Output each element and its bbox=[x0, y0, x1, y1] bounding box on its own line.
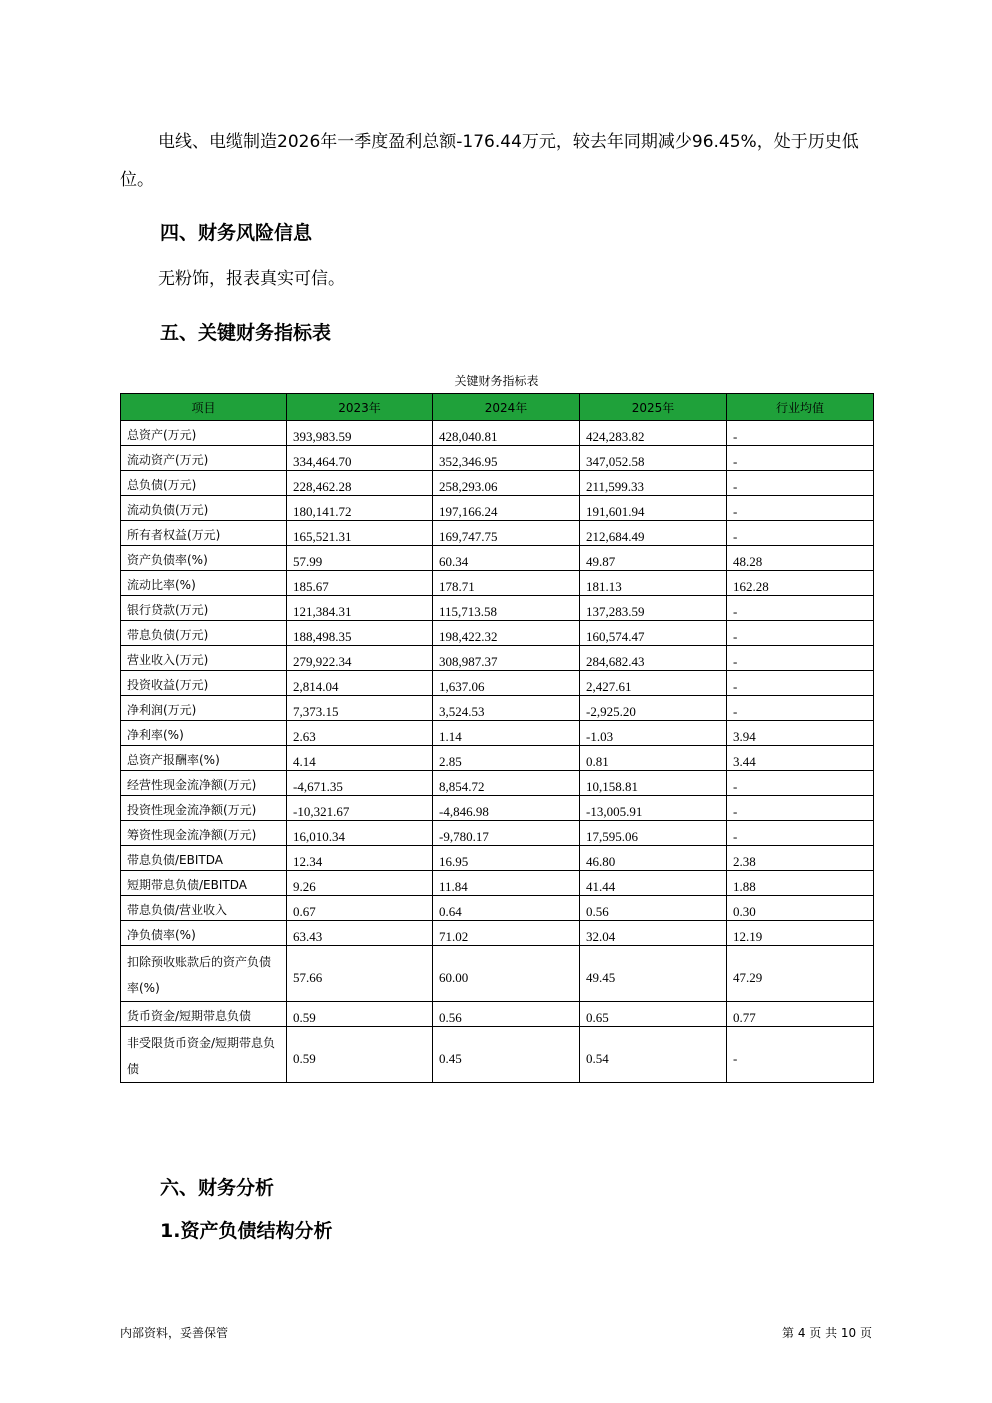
row-value: - bbox=[727, 621, 874, 646]
table-row bbox=[121, 796, 874, 821]
row-label: 总资产报酬率(%) bbox=[121, 746, 287, 771]
section-4-title: 四、财务风险信息 bbox=[160, 222, 313, 244]
row-value: 0.67 bbox=[287, 896, 433, 921]
row-value: 12.19 bbox=[727, 921, 874, 946]
table-row bbox=[121, 621, 874, 646]
row-value: 0.59 bbox=[287, 1002, 433, 1027]
header-2024: 2024年 bbox=[433, 394, 580, 421]
row-label: 净负债率(%) bbox=[121, 921, 287, 946]
row-value: 0.56 bbox=[580, 896, 727, 921]
row-value: 308,987.37 bbox=[433, 646, 580, 671]
financial-indicators-table bbox=[120, 393, 874, 1083]
row-value: 71.02 bbox=[433, 921, 580, 946]
header-industry-average: 行业均值 bbox=[727, 394, 874, 421]
table-row bbox=[121, 921, 874, 946]
row-value: 115,713.58 bbox=[433, 596, 580, 621]
row-value: - bbox=[727, 771, 874, 796]
row-value: -9,780.17 bbox=[433, 821, 580, 846]
row-label: 流动比率(%) bbox=[121, 571, 287, 596]
row-value: 3.44 bbox=[727, 746, 874, 771]
row-value: 16.95 bbox=[433, 846, 580, 871]
row-value: 428,040.81 bbox=[433, 421, 580, 446]
table-row bbox=[121, 546, 874, 571]
row-label: 带息负债/EBITDA bbox=[121, 846, 287, 871]
table-row bbox=[121, 721, 874, 746]
row-value: - bbox=[727, 1027, 874, 1083]
table-caption: 关键财务指标表 bbox=[454, 374, 539, 388]
row-label: 非受限货币资金/短期带息负债 bbox=[121, 1027, 287, 1083]
row-value: - bbox=[727, 471, 874, 496]
row-label: 短期带息负债/EBITDA bbox=[121, 871, 287, 896]
row-value: 0.59 bbox=[287, 1027, 433, 1083]
row-label: 资产负债率(%) bbox=[121, 546, 287, 571]
row-value: 198,422.32 bbox=[433, 621, 580, 646]
row-value: 63.43 bbox=[287, 921, 433, 946]
header-item: 项目 bbox=[121, 394, 287, 421]
row-value: 0.30 bbox=[727, 896, 874, 921]
row-value: 191,601.94 bbox=[580, 496, 727, 521]
row-label: 投资性现金流净额(万元) bbox=[121, 796, 287, 821]
table-row bbox=[121, 521, 874, 546]
row-value: 2.63 bbox=[287, 721, 433, 746]
row-label: 流动负债(万元) bbox=[121, 496, 287, 521]
header-2025: 2025年 bbox=[580, 394, 727, 421]
row-value: 1,637.06 bbox=[433, 671, 580, 696]
row-value: - bbox=[727, 796, 874, 821]
section-4-body: 无粉饰，报表真实可信。 bbox=[158, 269, 345, 289]
row-value: 4.14 bbox=[287, 746, 433, 771]
row-label: 净利率(%) bbox=[121, 721, 287, 746]
row-value: 197,166.24 bbox=[433, 496, 580, 521]
table-row bbox=[121, 846, 874, 871]
row-value: -1.03 bbox=[580, 721, 727, 746]
row-value: 284,682.43 bbox=[580, 646, 727, 671]
row-value: 212,684.49 bbox=[580, 521, 727, 546]
row-value: 0.65 bbox=[580, 1002, 727, 1027]
row-label: 净利润(万元) bbox=[121, 696, 287, 721]
row-value: 16,010.34 bbox=[287, 821, 433, 846]
row-label: 货币资金/短期带息负债 bbox=[121, 1002, 287, 1027]
row-value: 60.00 bbox=[433, 946, 580, 1002]
row-value: 17,595.06 bbox=[580, 821, 727, 846]
row-value: 424,283.82 bbox=[580, 421, 727, 446]
table-row bbox=[121, 821, 874, 846]
row-value: 1.14 bbox=[433, 721, 580, 746]
row-value: - bbox=[727, 421, 874, 446]
row-value: 2.85 bbox=[433, 746, 580, 771]
row-value: 1.88 bbox=[727, 871, 874, 896]
row-value: 393,983.59 bbox=[287, 421, 433, 446]
table-row bbox=[121, 771, 874, 796]
row-value: 165,521.31 bbox=[287, 521, 433, 546]
row-value: 2,427.61 bbox=[580, 671, 727, 696]
row-value: - bbox=[727, 596, 874, 621]
intro-paragraph: 电线、电缆制造2026年一季度盈利总额-176.44万元，较去年同期减少96.45%，处于历史低位。 bbox=[120, 132, 859, 190]
row-value: - bbox=[727, 696, 874, 721]
row-value: 347,052.58 bbox=[580, 446, 727, 471]
row-value: -2,925.20 bbox=[580, 696, 727, 721]
row-value: 185.67 bbox=[287, 571, 433, 596]
row-label: 银行贷款(万元) bbox=[121, 596, 287, 621]
row-value: -4,671.35 bbox=[287, 771, 433, 796]
row-value: - bbox=[727, 446, 874, 471]
row-value: 47.29 bbox=[727, 946, 874, 1002]
table-row bbox=[121, 646, 874, 671]
table-row bbox=[121, 471, 874, 496]
row-label: 筹资性现金流净额(万元) bbox=[121, 821, 287, 846]
row-value: - bbox=[727, 496, 874, 521]
row-value: 181.13 bbox=[580, 571, 727, 596]
header-2023: 2023年 bbox=[287, 394, 433, 421]
row-value: 57.66 bbox=[287, 946, 433, 1002]
table-row bbox=[121, 596, 874, 621]
row-value: 12.34 bbox=[287, 846, 433, 871]
row-value: -13,005.91 bbox=[580, 796, 727, 821]
table-row bbox=[121, 746, 874, 771]
row-value: - bbox=[727, 821, 874, 846]
table-row bbox=[121, 871, 874, 896]
row-value: 2.38 bbox=[727, 846, 874, 871]
table-row bbox=[121, 496, 874, 521]
row-value: 3,524.53 bbox=[433, 696, 580, 721]
row-value: 10,158.81 bbox=[580, 771, 727, 796]
footer-confidential-note: 内部资料，妥善保管 bbox=[120, 1326, 229, 1340]
table-header-row bbox=[121, 394, 874, 421]
row-label: 投资收益(万元) bbox=[121, 671, 287, 696]
row-value: 258,293.06 bbox=[433, 471, 580, 496]
row-value: 0.56 bbox=[433, 1002, 580, 1027]
row-value: 178.71 bbox=[433, 571, 580, 596]
row-value: -10,321.67 bbox=[287, 796, 433, 821]
table-row bbox=[121, 1002, 874, 1027]
row-value: 2,814.04 bbox=[287, 671, 433, 696]
row-value: 7,373.15 bbox=[287, 696, 433, 721]
row-value: 0.81 bbox=[580, 746, 727, 771]
row-label: 带息负债(万元) bbox=[121, 621, 287, 646]
table-row bbox=[121, 571, 874, 596]
row-value: 211,599.33 bbox=[580, 471, 727, 496]
row-label: 经营性现金流净额(万元) bbox=[121, 771, 287, 796]
row-value: 49.45 bbox=[580, 946, 727, 1002]
row-value: 3.94 bbox=[727, 721, 874, 746]
row-label: 营业收入(万元) bbox=[121, 646, 287, 671]
row-value: 41.44 bbox=[580, 871, 727, 896]
row-value: 0.64 bbox=[433, 896, 580, 921]
row-value: 228,462.28 bbox=[287, 471, 433, 496]
row-value: - bbox=[727, 671, 874, 696]
row-value: 121,384.31 bbox=[287, 596, 433, 621]
table-row bbox=[121, 1027, 874, 1083]
row-value: 0.54 bbox=[580, 1027, 727, 1083]
row-value: 162.28 bbox=[727, 571, 874, 596]
row-label: 总负债(万元) bbox=[121, 471, 287, 496]
row-value: - bbox=[727, 521, 874, 546]
row-label: 流动资产(万元) bbox=[121, 446, 287, 471]
row-value: 279,922.34 bbox=[287, 646, 433, 671]
row-value: 32.04 bbox=[580, 921, 727, 946]
row-value: 169,747.75 bbox=[433, 521, 580, 546]
section-6-subtitle: 1.资产负债结构分析 bbox=[160, 1220, 333, 1242]
row-value: 49.87 bbox=[580, 546, 727, 571]
row-value: 352,346.95 bbox=[433, 446, 580, 471]
row-value: 46.80 bbox=[580, 846, 727, 871]
row-label: 带息负债/营业收入 bbox=[121, 896, 287, 921]
row-label: 扣除预收账款后的资产负债率(%) bbox=[121, 946, 287, 1002]
row-value: 334,464.70 bbox=[287, 446, 433, 471]
row-value: - bbox=[727, 646, 874, 671]
row-value: 188,498.35 bbox=[287, 621, 433, 646]
row-value: 11.84 bbox=[433, 871, 580, 896]
row-value: 180,141.72 bbox=[287, 496, 433, 521]
table-body bbox=[121, 421, 874, 1083]
table-row bbox=[121, 421, 874, 446]
row-value: 137,283.59 bbox=[580, 596, 727, 621]
footer-page-number: 第 4 页 共 10 页 bbox=[782, 1326, 872, 1340]
row-label: 所有者权益(万元) bbox=[121, 521, 287, 546]
table-row bbox=[121, 896, 874, 921]
row-value: 0.45 bbox=[433, 1027, 580, 1083]
section-5-title: 五、关键财务指标表 bbox=[160, 322, 332, 344]
section-6-title: 六、财务分析 bbox=[160, 1177, 275, 1199]
row-label: 总资产(万元) bbox=[121, 421, 287, 446]
row-value: 8,854.72 bbox=[433, 771, 580, 796]
row-value: 9.26 bbox=[287, 871, 433, 896]
table-row bbox=[121, 696, 874, 721]
row-value: -4,846.98 bbox=[433, 796, 580, 821]
table-row bbox=[121, 671, 874, 696]
row-value: 57.99 bbox=[287, 546, 433, 571]
table-row bbox=[121, 946, 874, 1002]
row-value: 48.28 bbox=[727, 546, 874, 571]
table-row bbox=[121, 446, 874, 471]
row-value: 60.34 bbox=[433, 546, 580, 571]
row-value: 160,574.47 bbox=[580, 621, 727, 646]
row-value: 0.77 bbox=[727, 1002, 874, 1027]
